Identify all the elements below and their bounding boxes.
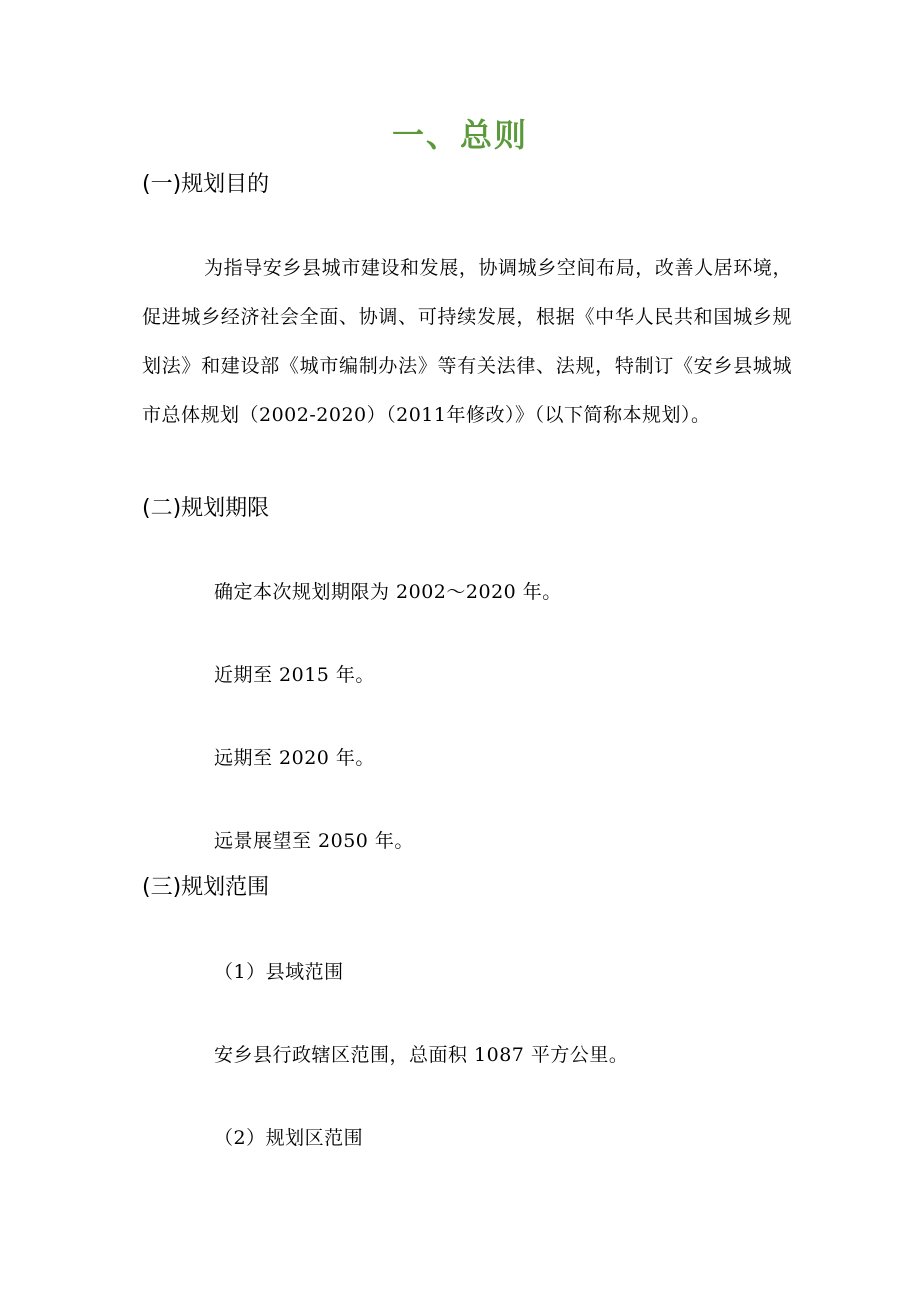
- scope-item-county-area: 安乡县行政辖区范围，总面积 1087 平方公里。: [214, 1044, 629, 1066]
- section-heading-period: (二)规划期限: [142, 496, 270, 521]
- period-item-long-term: 远期至 2020 年。: [214, 747, 375, 769]
- section-heading-purpose: (一)规划目的: [142, 172, 270, 197]
- scope-subheading-planning-area: （2）规划区范围: [214, 1127, 364, 1149]
- scope-subheading-county: （1）县域范围: [214, 961, 344, 983]
- period-item-vision: 远景展望至 2050 年。: [214, 830, 414, 852]
- section-heading-scope: (三)规划范围: [142, 875, 270, 900]
- section-paragraph-purpose: 为指导安乡县城市建设和发展，协调城乡空间布局，改善人居环境，促进城乡经济社会全面、协调、可持续发展，根据《中华人民共和国城乡规划法》和建设部《城市编制办法》等有关法律、法规，特制订《安乡县城城市总体规划（2002-2020）（2011年修改）》（以下简称本规划）。: [142, 257, 792, 426]
- page-title: 一、总则: [391, 116, 528, 154]
- period-item-near-term: 近期至 2015 年。: [214, 664, 375, 686]
- period-item-overall: 确定本次规划期限为 2002～2020 年。: [214, 581, 562, 603]
